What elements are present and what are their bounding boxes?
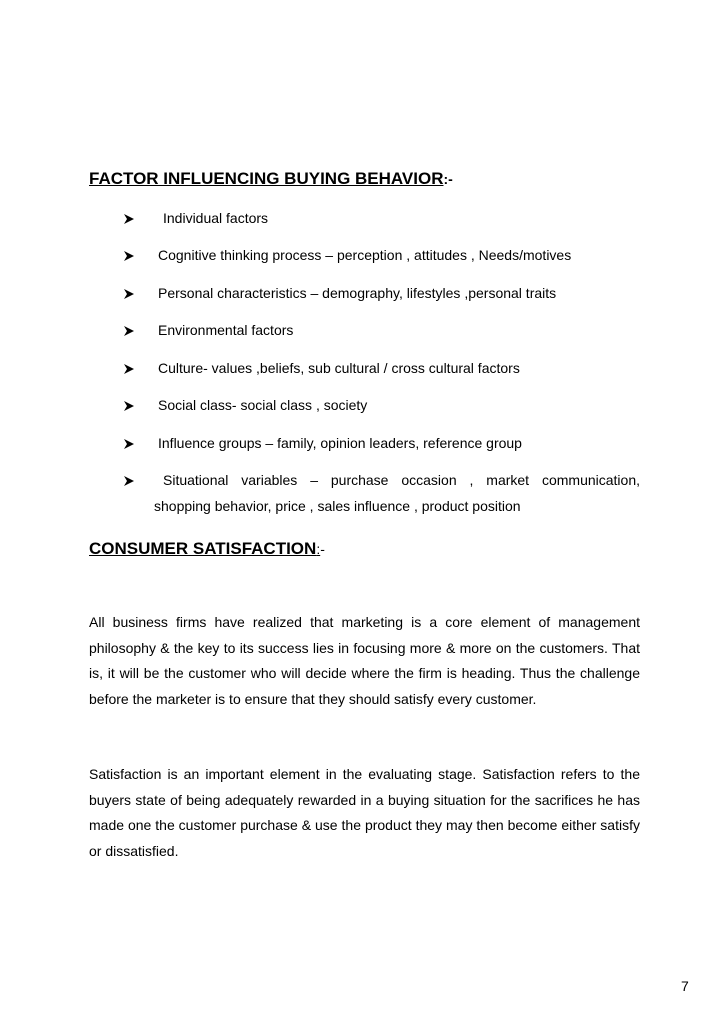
heading-dash: - [320,541,325,557]
arrow-bullet-icon [123,438,135,450]
list-item: Personal characteristics – demography, lifestyles ,personal traits [158,285,557,301]
list-item: Social class- social class , society [158,397,368,413]
arrow-bullet-icon [123,325,135,337]
arrow-bullet-icon [123,213,135,225]
heading-suffix: :- [443,171,453,187]
page-number: 7 [681,978,689,994]
section-heading-satisfaction [89,539,325,559]
heading-text: CONSUMER SATISFACTION [89,539,317,558]
list-item: Situational variables – purchase occasion , market communication, [163,472,640,488]
arrow-bullet-icon [123,363,135,375]
list-item: Cognitive thinking process – perception , attitudes , Needs/motives [158,247,572,263]
list-item: Culture- values ,beliefs, sub cultural / cross cultural factors [158,360,520,376]
arrow-bullet-icon [123,250,135,262]
section-heading-factors [89,169,453,189]
list-item: Environmental factors [158,322,294,338]
paragraph: All business firms have realized that marketing is a core element of management philosophy & the key to its success lies in focusing more & more on the customers. That is, it will be the customer who will decide where the firm is heading. Thus the challenge before the marketer is to ensure that they should satisfy every customer. [89,614,640,707]
paragraph: Satisfaction is an important element in the evaluating stage. Satisfaction refers to the buyers state of being adequately rewarded in a buying situation for the sacrifices he has made one the customer purchase & use the product they may then become either satisfy or dissatisfied. [89,766,640,859]
list-item: Individual factors [163,210,269,226]
list-item-continuation: shopping behavior, price , sales influence , product position [154,498,521,514]
arrow-bullet-icon [123,475,135,487]
heading-text: FACTOR INFLUENCING BUYING BEHAVIOR [89,169,444,188]
arrow-bullet-icon [123,288,135,300]
heading-colon: : [316,541,321,557]
list-item: Influence groups – family, opinion leaders, reference group [158,435,522,451]
arrow-bullet-icon [123,400,135,412]
